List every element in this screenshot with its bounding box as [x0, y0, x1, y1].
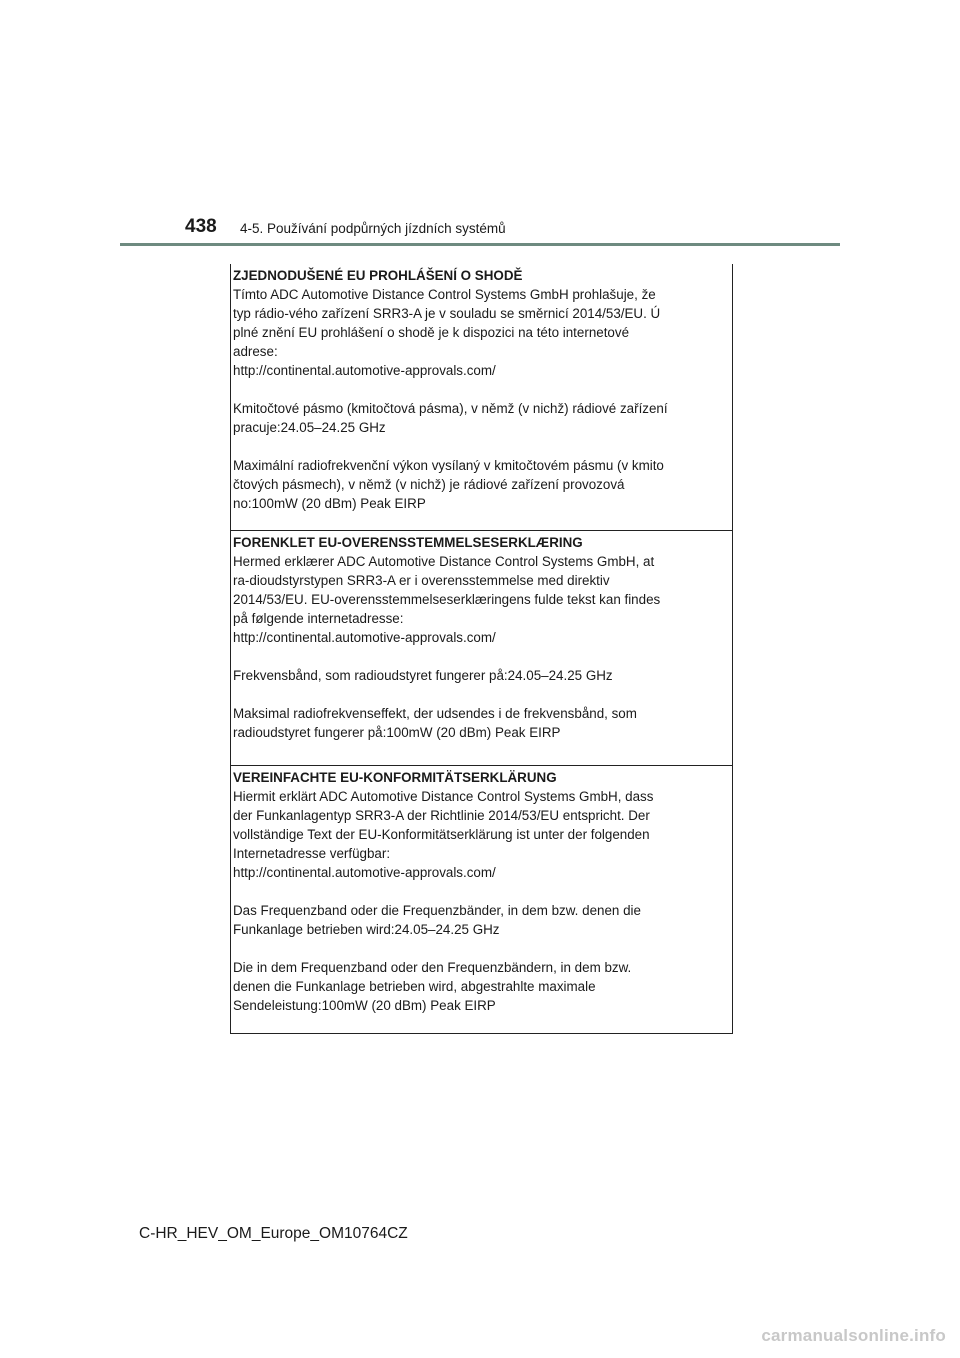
block-paragraph: Das Frequenzband oder die Frequenzbänder, in dem bzw. denen die Funkanlage betrieben wird:24.05–24.25 GHz: [233, 903, 641, 937]
block-paragraph: Maksimal radiofrekvenseffekt, der udsendes i de frekvensbånd, som radioudstyret fungerer på:100mW (20 dBm) Peak EIRP: [233, 706, 637, 740]
document-code: C-HR_HEV_OM_Europe_OM10764CZ: [139, 1225, 408, 1242]
block-paragraph: Tímto ADC Automotive Distance Control Systems GmbH prohlašuje, že typ rádio-vého zařízení SRR3-A je v souladu se směrnicí 2014/53/EU. Ú plné znění EU prohlášení o shodě je k dispozici na této internetové adrese: http://continental.automotive-approvals.com/: [233, 287, 661, 378]
watermark-text: carmanualsonline.info: [761, 1326, 946, 1345]
block-heading: VEREINFACHTE EU-KONFORMITÄTSERKLÄRUNG: [233, 770, 557, 785]
block-heading: ZJEDNODUŠENÉ EU PROHLÁŠENÍ O SHODĚ: [233, 268, 523, 283]
block-heading: FORENKLET EU-OVERENSSTEMMELSESERKLÆRING: [233, 535, 583, 550]
declaration-block-german: [231, 765, 732, 1033]
block-paragraph: Hiermit erklärt ADC Automotive Distance Control Systems GmbH, dass der Funkanlagentyp SRR3-A der Richtlinie 2014/53/EU entspricht. Der vollständige Text der EU-Konformitätserklärung ist unter der folgenden Internetadresse verfügbar: http://continental.automotive-approvals.com/: [233, 789, 654, 880]
declaration-block-czech: [231, 264, 732, 530]
section-title: 4-5. Používání podpůrných jízdních systémů: [240, 221, 506, 236]
declaration-table: [230, 264, 733, 1034]
block-paragraph: Kmitočtové pásmo (kmitočtová pásma), v němž (v nichž) rádiové zařízení pracuje:24.05–24.25 GHz: [233, 401, 668, 435]
block-paragraph: Maximální radiofrekvenční výkon vysílaný v kmitočtovém pásmu (v kmito čtových pásmech), v němž (v nichž) je rádiové zařízení provozová no:100mW (20 dBm) Peak EIRP: [233, 458, 664, 511]
page-number: 438: [185, 216, 217, 237]
block-paragraph: Die in dem Frequenzband oder den Frequenzbändern, in dem bzw. denen die Funkanlage betrieben wird, abgestrahlte maximale Sendeleistung:100mW (20 dBm) Peak EIRP: [233, 960, 632, 1013]
declaration-block-danish: [231, 530, 732, 765]
block-paragraph: Frekvensbånd, som radioudstyret fungerer på:24.05–24.25 GHz: [233, 668, 613, 683]
block-paragraph: Hermed erklærer ADC Automotive Distance Control Systems GmbH, at ra-dioudstyrstypen SRR3-A er i overensstemmelse med direktiv 2014/53/EU. EU-overensstemmelseserklæringens fulde tekst kan findes på følgende internetadresse: http://continental.automotive-approvals.com/: [233, 554, 661, 645]
header-divider: [120, 243, 840, 246]
